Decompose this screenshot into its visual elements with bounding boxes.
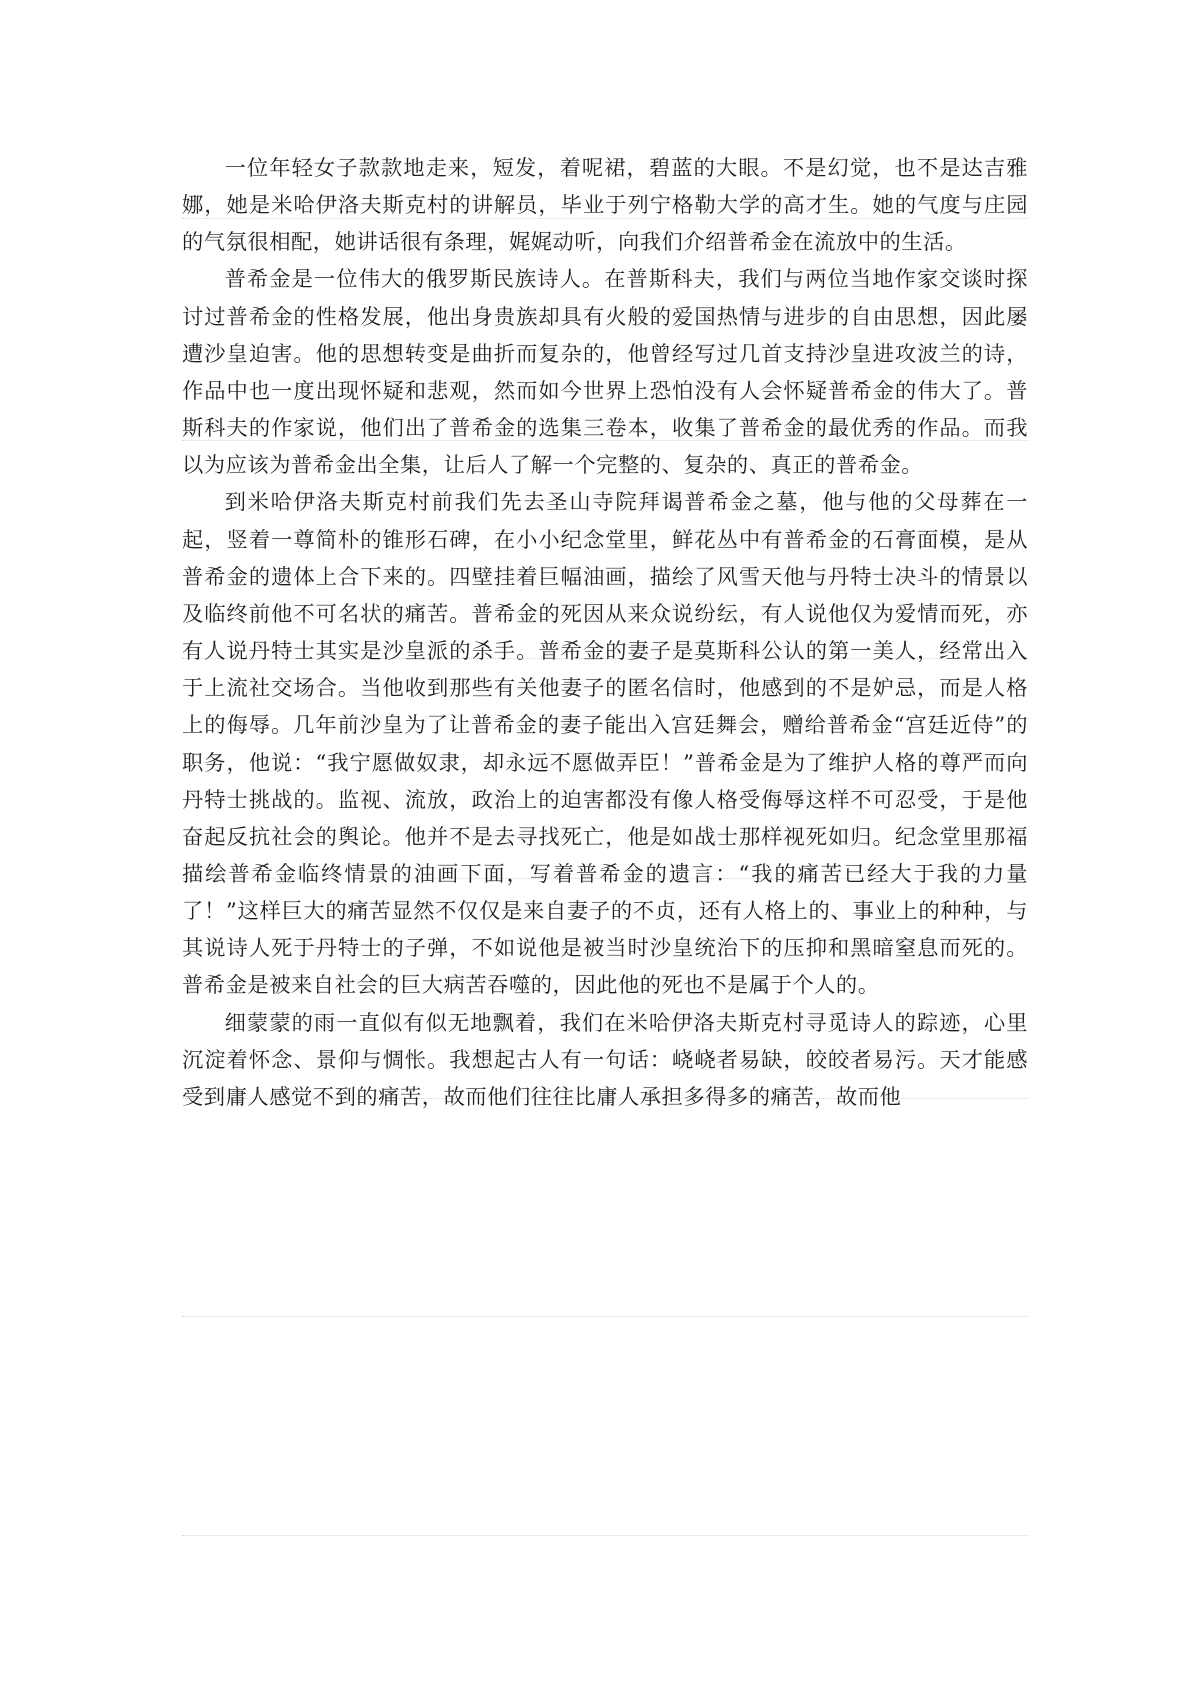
paragraph-1: 一位年轻女子款款地走来，短发，着呢裙，碧蓝的大眼。不是幻觉，也不是达吉雅娜，她是米哈伊洛夫斯克村的讲解员，毕业于列宁格勒大学的高才生。她的气度与庄园的气氛很相配，她讲话很有条理，娓娓动听，向我们介绍普希金在流放中的生活。 — [182, 156, 1028, 256]
paragraph-4: 细蒙蒙的雨一直似有似无地飘着，我们在米哈伊洛夫斯克村寻觅诗人的踪迹，心里沉淀着怀念、景仰与惆怅。我想起古人有一句话：峣峣者易缺，皎皎者易污。天才能感受到庸人感觉不到的痛苦，故而他们往往比庸人承担多得多的痛苦，故而他 — [182, 1010, 1028, 1110]
article-body — [182, 150, 1028, 1116]
dotted-rule — [182, 1535, 1028, 1536]
paragraph-2: 普希金是一位伟大的俄罗斯民族诗人。在普斯科夫，我们与两位当地作家交谈时探讨过普希金的性格发展，他出身贵族却具有火般的爱国热情与进步的自由思想，因此屡遭沙皇迫害。他的思想转变是曲折而复杂的，他曾经写过几首支持沙皇进攻波兰的诗，作品中也一度出现怀疑和悲观，然而如今世界上恐怕没有人会怀疑普希金的伟大了。普斯科夫的作家说，他们出了普希金的选集三卷本，收集了普希金的最优秀的作品。而我以为应该为普希金出全集，让后人了解一个完整的、复杂的、真正的普希金。 — [182, 267, 1028, 479]
paragraph-3: 到米哈伊洛夫斯克村前我们先去圣山寺院拜谒普希金之墓，他与他的父母葬在一起，竖着一尊简朴的锥形石碑，在小小纪念堂里，鲜花丛中有普希金的石膏面模，是从普希金的遗体上合下来的。四壁挂着巨幅油画，描绘了风雪天他与丹特士决斗的情景以及临终前他不可名状的痛苦。普希金的死因从来众说纷纭，有人说他仅为爱情而死，亦有人说丹特士其实是沙皇派的杀手。普希金的妻子是莫斯科公认的第一美人，经常出入于上流社交场合。当他收到那些有关他妻子的匿名信时，他感到的不是妒忌，而是人格上的侮辱。几年前沙皇为了让普希金的妻子能出入宫廷舞会，赠给普希金“宫廷近侍”的职务，他说：“我宁愿做奴隶，却永远不愿做弄臣！”普希金是为了维护人格的尊严而向丹特士挑战的。监视、流放，政治上的迫害都没有像人格受侮辱这样不可忍受，于是他奋起反抗社会的舆论。他并不是去寻找死亡，他是如战士那样视死如归。纪念堂里那福描绘普希金临终情景的油画下面，写着普希金的遗言：“我的痛苦已经大于我的力量了！”这样巨大的痛苦显然不仅仅是来自妻子的不贞，还有人格上的、事业上的种种，与其说诗人死于丹特士的子弹，不如说他是被当时沙皇统治下的压抑和黑暗窒息而死的。普希金是被来自社会的巨大病苦吞噬的，因此他的死也不是属于个人的。 — [182, 490, 1028, 999]
dotted-rule — [182, 1316, 1028, 1317]
